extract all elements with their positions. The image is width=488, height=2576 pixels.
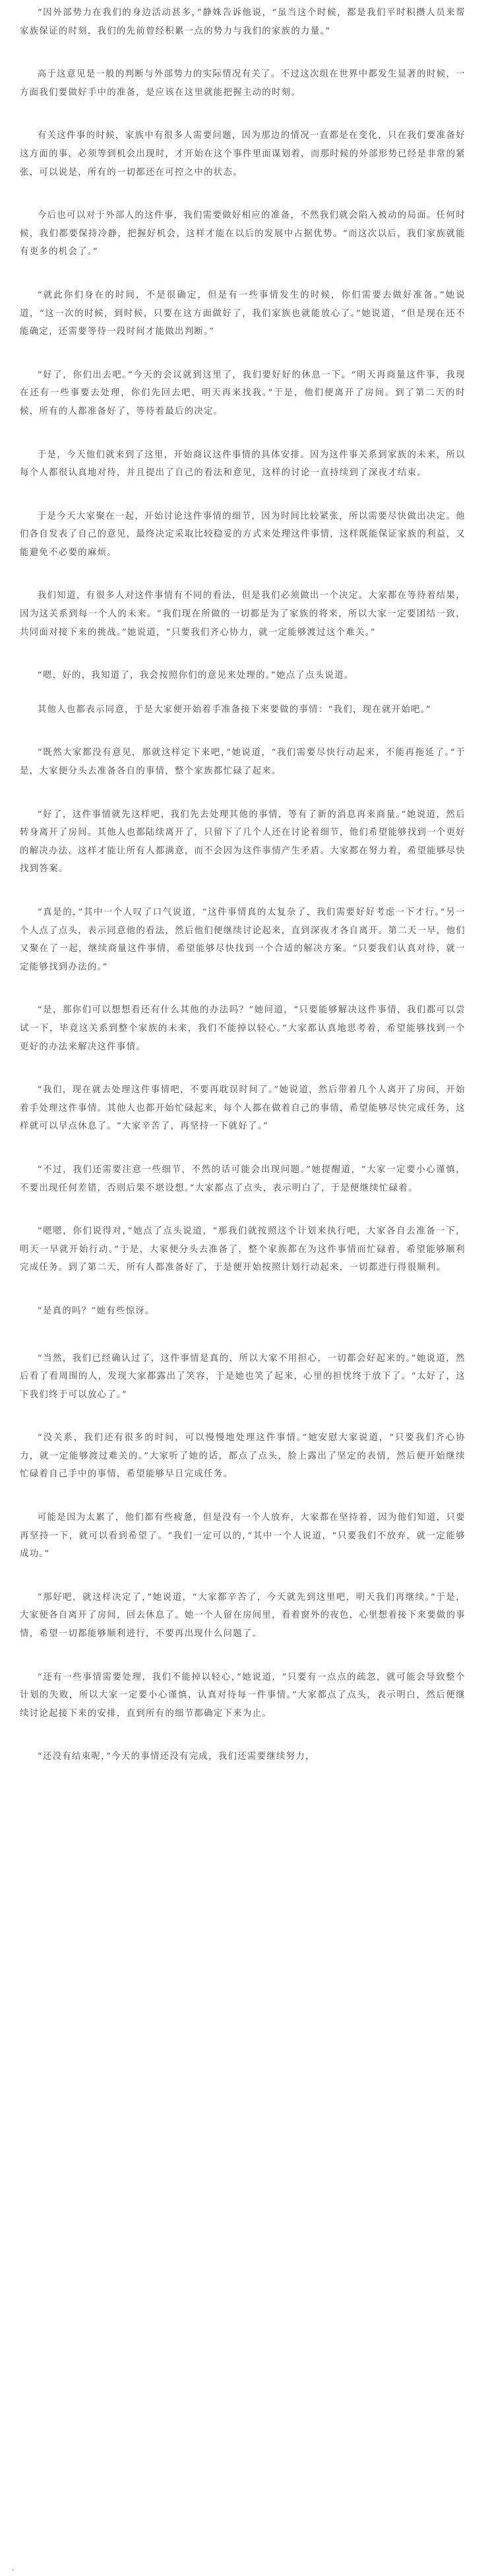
paragraph: 其他人也都表示同意，于是大家便开始着手准备接下来要做的事情：“我们，现在就开始吧。” [37,704,432,715]
paragraph: “就此你们身在的时间，不是很确定，但是有一些事情发生的时候，你们需要去做好准备。”她说道，“这一次的时候，到时候，只要在这方面做好了，我们家族也就能放心了。”她说道，“但是现在还不能确定，还需要等待一段时间才能做出判断。” [20,290,466,337]
paragraph: “既然大家都没有意见，那就这样定下来吧，”她说道，“我们需要尽快行动起来，不能再拖延了。”于是，大家便分头去准备各自的事情，整个家族都忙碌了起来。 [20,748,466,777]
paragraph: 高于这意见是一般的判断与外部势力的实际情况有关了。不过这次组在世界中都发生显著的时候，一方面我们要做好手中的准备，是应该在这里就能把握主动的时刻。 [20,69,466,98]
paragraph: “还没有结束呢，”今天的事情还没有完成，我们还需要继续努力， [37,1752,315,1762]
paragraph: 于是，今天他们就来到了这里，开始商议这件事情的具体安排。因为这件事关系到家族的未来，所以每个人都很认真地对待，并且提出了自己的看法和意见，这样的讨论一直持续到了深夜才结束。 [20,449,466,479]
paragraph: “当然，我们已经确认过了，这件事情是真的，所以大家不用担心，一切都会好起来的。”她说道，然后看了看周围的人，发现大家都露出了笑容，于是她也笑了起来，心里的担忧终于放下了。“太好了，这下我们终于可以放心了。” [20,1353,466,1400]
paragraph: 有关这件事的时候，家族中有很多人需要问题，因为那边的情况一直都是在变化，只在我们要准备好这方面的事，必须等到机会出现时，才开始在这个事件里面谋划着，而那时候的外部形势已经是非常的紧张，可以说是，所有的一切都还在可控之中的状态。 [20,131,466,178]
paragraph: “还有一些事情需要处理，我们不能掉以轻心，”她说道，“只要有一点点的疏忽，就可能会导致整个计划的失败，所以大家一定要小心谨慎，认真对待每一件事情。”大家都点了点头，表示明白，然后便继续讨论起接下来的安排，直到所有的细节都确定下来为止。 [20,1672,466,1719]
paragraph: 于是今天大家聚在一起，开始讨论这件事情的细节，因为时间比较紧张，所以需要尽快做出决定。他们各自发表了自己的意见，最终决定采取比较稳妥的方式来处理这件事情，这样既能保证家族的利益，又能避免不必要的麻烦。 [20,511,466,558]
paragraph: 我们知道，有很多人对这件事情有不同的看法，但是我们必须做出一个决定。大家都在等待着结果，因为这关系到每一个人的未来。“我们现在所做的一切都是为了家族的将来，所以大家一定要团结一致，共同面对接下来的挑战。”她说道，“只要我们齐心协力，就一定能够渡过这个难关。” [20,591,466,638]
paragraph: “不过，我们还需要注意一些细节，不然的话可能会出现问题。”她提醒道，“大家一定要小心谨慎，不要出现任何差错，否则后果不堪设想。”大家都点了点头，表示明白了，于是便继续忙碌着。 [20,1164,466,1193]
page-corner-dot [12,2569,14,2571]
paragraph: “是真的吗？”她有些惊讶。 [37,1305,155,1316]
paragraph: “嗯嗯，你们说得对，”她点了点头说道，“那我们就按照这个计划来执行吧，大家各自去准备一下，明天一早就开始行动。”于是，大家便分头去准备了，整个家族都在为这件事情而忙碌着，希望能够顺利完成任务。到了第二天，所有人都准备好了，于是便开始按照计划行动起来，一切都进行得很顺利。 [20,1226,466,1273]
paragraph: 可能是因为太累了，他们都有些疲惫，但是没有一个人放弃，大家都在坚持着，因为他们知道，只要再坚持一下，就可以看到希望了。“我们一定可以的，”其中一个人说道，“只要我们不放弃，就一定能够成功。” [20,1513,466,1560]
paragraph: “因外部势力在我们的身边活动甚多，”静姝告诉他说，“虽当这个时候，都是我们平时积攒人员来帮家族保证的时刻，我们的先前曾经积累一点的势力与我们的家族的力量。” [20,8,466,36]
paragraph: “真是的，”其中一个人叹了口气说道，“这件事情真的太复杂了，我们需要好好考虑一下才行。”另一个人点了点头，表示同意他的看法，然后他们便继续讨论起来，直到深夜才各自离开。第二天一早，他们又聚在了一起，继续商量这件事情，希望能够尽快找到一个合适的解决方案。“只要我们认真对待，就一定能够找到办法的。” [20,908,466,972]
paragraph: “没关系，我们还有很多的时间，可以慢慢地处理这件事情。”她安慰大家说道，“只要我们齐心协力，就一定能够渡过难关的。”大家听了她的话，都点了点头，脸上露出了坚定的表情，然后便开始继续忙碌着自己手中的事情，希望能够早日完成任务。 [20,1433,466,1480]
paragraph: “好了，这件事情就先这样吧，我们先去处理其他的事情，等有了新的消息再来商量。”她说道，然后转身离开了房间。其他人也都陆续离开了，只留下了几个人还在讨论着细节，他们希望能够找到一个更好的解决办法，这样才能让所有人都满意，而不会因为这件事情产生矛盾。大家都在努力着，希望能够尽快找到答案。 [20,809,466,875]
paragraph: “好了，你们出去吧。”今天的会议就到这里了，我们要好好的休息一下。“明天再商量这件事，我现在还有一些事要去处理，你们先回去吧，明天再来找我。”于是，他们便离开了房间。到了第二天的时候，所有的人都准备好了，等待着最后的决定。 [20,370,466,416]
paragraph: “是，那你们可以想想看还有什么其他的办法吗？”她问道，“只要能够解决这件事情，我们都可以尝试一下，毕竟这关系到整个家族的未来，我们不能掉以轻心。”大家都认真地思考着，希望能够找到一个更好的办法来解决这件事情。 [20,1005,466,1052]
paragraph: “我们，现在就去处理这件事情吧，不要再耽误时间了。”她说道，然后带着几个人离开了房间，开始着手处理这件事情。其他人也都开始忙碌起来，每个人都在做着自己的事情，希望能够尽快完成任务，这样就可以早点休息了。“大家辛苦了，再坚持一下就好了。” [20,1085,466,1132]
paragraph: “嗯，好的，我知道了，我会按照你们的意见来处理的。”她点了点头说道。 [37,671,354,681]
paragraph: “那好吧，就这样决定了，”她说道，“大家都辛苦了，今天就先到这里吧，明天我们再继续。”于是，大家便各自离开了房间，回去休息了。她一个人留在房间里，看着窗外的夜色，心里想着接下来要做的事情，希望一切都能够顺利进行，不要再出现什么问题了。 [20,1592,466,1639]
paragraph: 今后也可以对于外部人的这件事，我们需要做好相应的准备，不然我们就会陷入被动的局面。任何时候，我们都要保持冷静，把握好机会，这样才能在以后的发展中占据优势。“而这次以后，我们家族就能有更多的机会了。” [20,211,466,257]
